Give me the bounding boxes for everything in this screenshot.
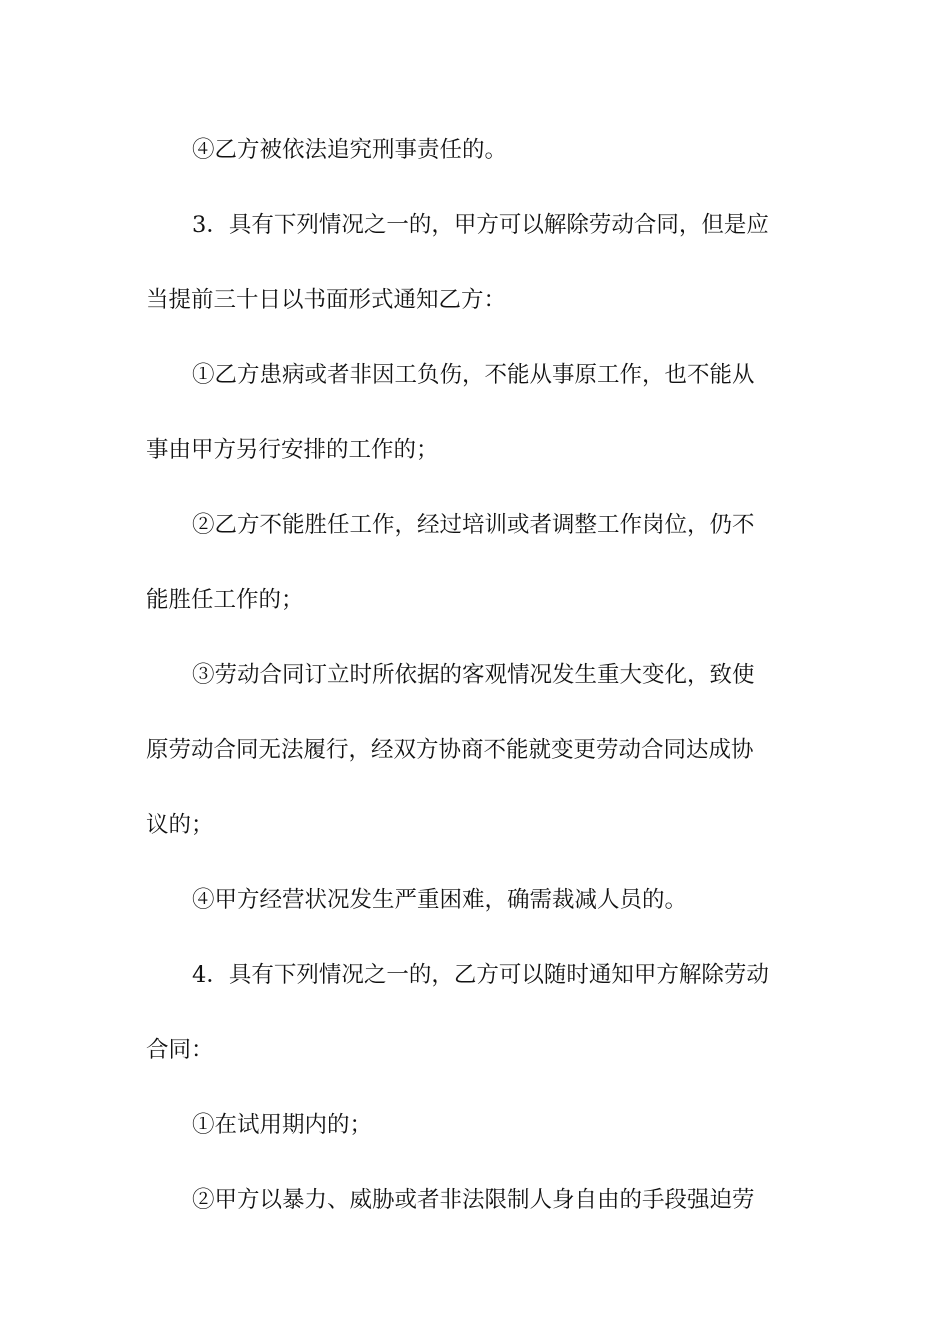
text-line-clause-3-item-3-cont: 原劳动合同无法履行，经双方协商不能就变更劳动合同达成协 [146, 737, 754, 763]
text-line-clause-3-heading-cont: 当提前三十日以书面形式通知乙方： [146, 287, 507, 313]
text-line-clause-3-item-3: ③劳动合同订立时所依据的客观情况发生重大变化，致使 [192, 662, 755, 688]
text-line-clause-3-item-1-cont: 事由甲方另行安排的工作的； [146, 437, 439, 463]
text-line-clause-3-item-2-cont: 能胜任工作的； [146, 587, 304, 613]
text-line-clause-4-item-2: ②甲方以暴力、威胁或者非法限制人身自由的手段强迫劳 [192, 1187, 755, 1213]
text-line-clause-4-heading-cont: 合同： [146, 1037, 214, 1063]
text-line-clause-3-item-1: ①乙方患病或者非因工负伤，不能从事原工作，也不能从 [192, 362, 755, 388]
text-line-clause-4-item-1: ①在试用期内的； [192, 1112, 373, 1138]
text-line-clause-3-item-2: ②乙方不能胜任工作，经过培训或者调整工作岗位，仍不 [192, 512, 755, 538]
text-line-clause-4-heading: 4．具有下列情况之一的，乙方可以随时通知甲方解除劳动 [192, 962, 769, 988]
text-line-clause-3-heading: 3．具有下列情况之一的，甲方可以解除劳动合同，但是应 [192, 212, 769, 238]
text-line-clause-2-item-4: ④乙方被依法追究刑事责任的。 [192, 137, 508, 163]
text-line-clause-3-item-3-end: 议的； [146, 812, 214, 838]
text-line-clause-3-item-4: ④甲方经营状况发生严重困难，确需裁减人员的。 [192, 887, 688, 913]
